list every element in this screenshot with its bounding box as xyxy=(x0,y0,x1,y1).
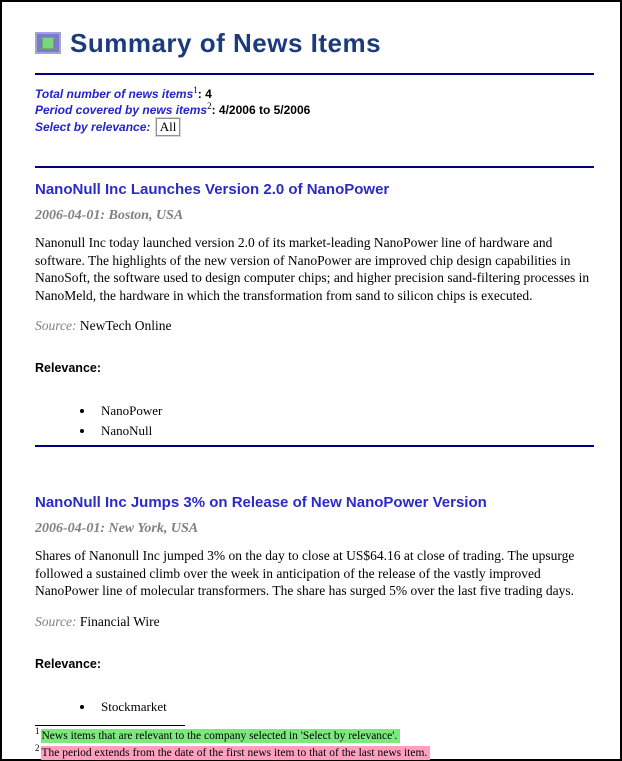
period-covered-line xyxy=(35,102,594,118)
relevance-item: • NanoNull xyxy=(95,421,594,441)
page-header xyxy=(35,28,594,58)
relevance-item: • Stockmarket xyxy=(95,697,594,717)
relevance-heading: Relevance: xyxy=(35,656,102,671)
total-news-items-label: Total number of news items xyxy=(35,87,194,101)
news-headline: NanoNull Inc Jumps 3% on Release of New NanoPower Version xyxy=(35,494,487,511)
title-square-inner-icon xyxy=(42,37,54,49)
select-relevance-line xyxy=(35,118,594,134)
relevance-heading: Relevance: xyxy=(35,361,102,375)
footnote-text: News items that are relevant to the company selected in 'Select by relevance'. xyxy=(41,729,401,743)
news-dateline: 2006-04-01: Boston, USA xyxy=(35,208,184,223)
footnote-separator xyxy=(35,725,185,726)
news-item-2 xyxy=(35,494,594,717)
title-square-icon xyxy=(35,32,61,54)
period-covered-value: : 4/2006 to 5/2006 xyxy=(211,103,311,117)
footnote-ref-2: 2 xyxy=(207,101,212,111)
source-label: Source: xyxy=(35,613,77,629)
footnote-text: The period extends from the date of the first news item to that of the last news item. xyxy=(41,746,431,760)
total-news-items-line xyxy=(35,86,594,102)
source-label: Source: xyxy=(35,318,77,333)
news-headline: NanoNull Inc Launches Version 2.0 of NanoPower xyxy=(35,181,390,198)
relevance-select[interactable]: All xyxy=(156,118,181,136)
select-relevance-label: Select by relevance: xyxy=(35,120,151,134)
relevance-item: • NanoPower xyxy=(95,401,594,421)
page-title: Summary of News Items xyxy=(70,28,382,58)
source-value: NewTech Online xyxy=(79,318,172,333)
source-value: Financial Wire xyxy=(79,613,160,629)
footnote-number: 2 xyxy=(35,742,40,753)
news-source-line xyxy=(35,613,594,630)
total-news-items-value: : 4 xyxy=(197,87,212,101)
period-covered-label: Period covered by news items xyxy=(35,103,208,117)
divider-item xyxy=(35,445,594,447)
news-body: Nanonull Inc today launched version 2.0 of its market-leading NanoPower line of hardware and software. The highlights of the new version of NanoPower are improved chip design capabilities in NanoSoft, the software used to design computer chips; and higher precision sand-filtering processes in NanoMeld, the hardware in which the transformation from sand to silicon chips is executed. xyxy=(35,235,590,303)
summary-info xyxy=(35,86,594,134)
relevance-list xyxy=(95,401,594,441)
footnote-ref-1: 1 xyxy=(193,85,198,95)
news-body: Shares of Nanonull Inc jumped 3% on the day to close at US$64.16 at close of trading. The upsurge followed a sustained climb over the week in anticipation of the release of the vastly improved NanoPower line of molecular transformers. The share has surged 5% over the last five trading days. xyxy=(35,548,575,598)
divider-top xyxy=(35,73,594,75)
news-source-line xyxy=(35,317,594,334)
footnote-2 xyxy=(35,742,594,760)
news-item-1 xyxy=(35,181,594,441)
divider-info xyxy=(35,166,594,168)
relevance-list xyxy=(95,697,594,717)
footnote-1 xyxy=(35,725,594,743)
footnote-number: 1 xyxy=(35,725,40,736)
news-dateline: 2006-04-01: New York, USA xyxy=(35,521,199,536)
